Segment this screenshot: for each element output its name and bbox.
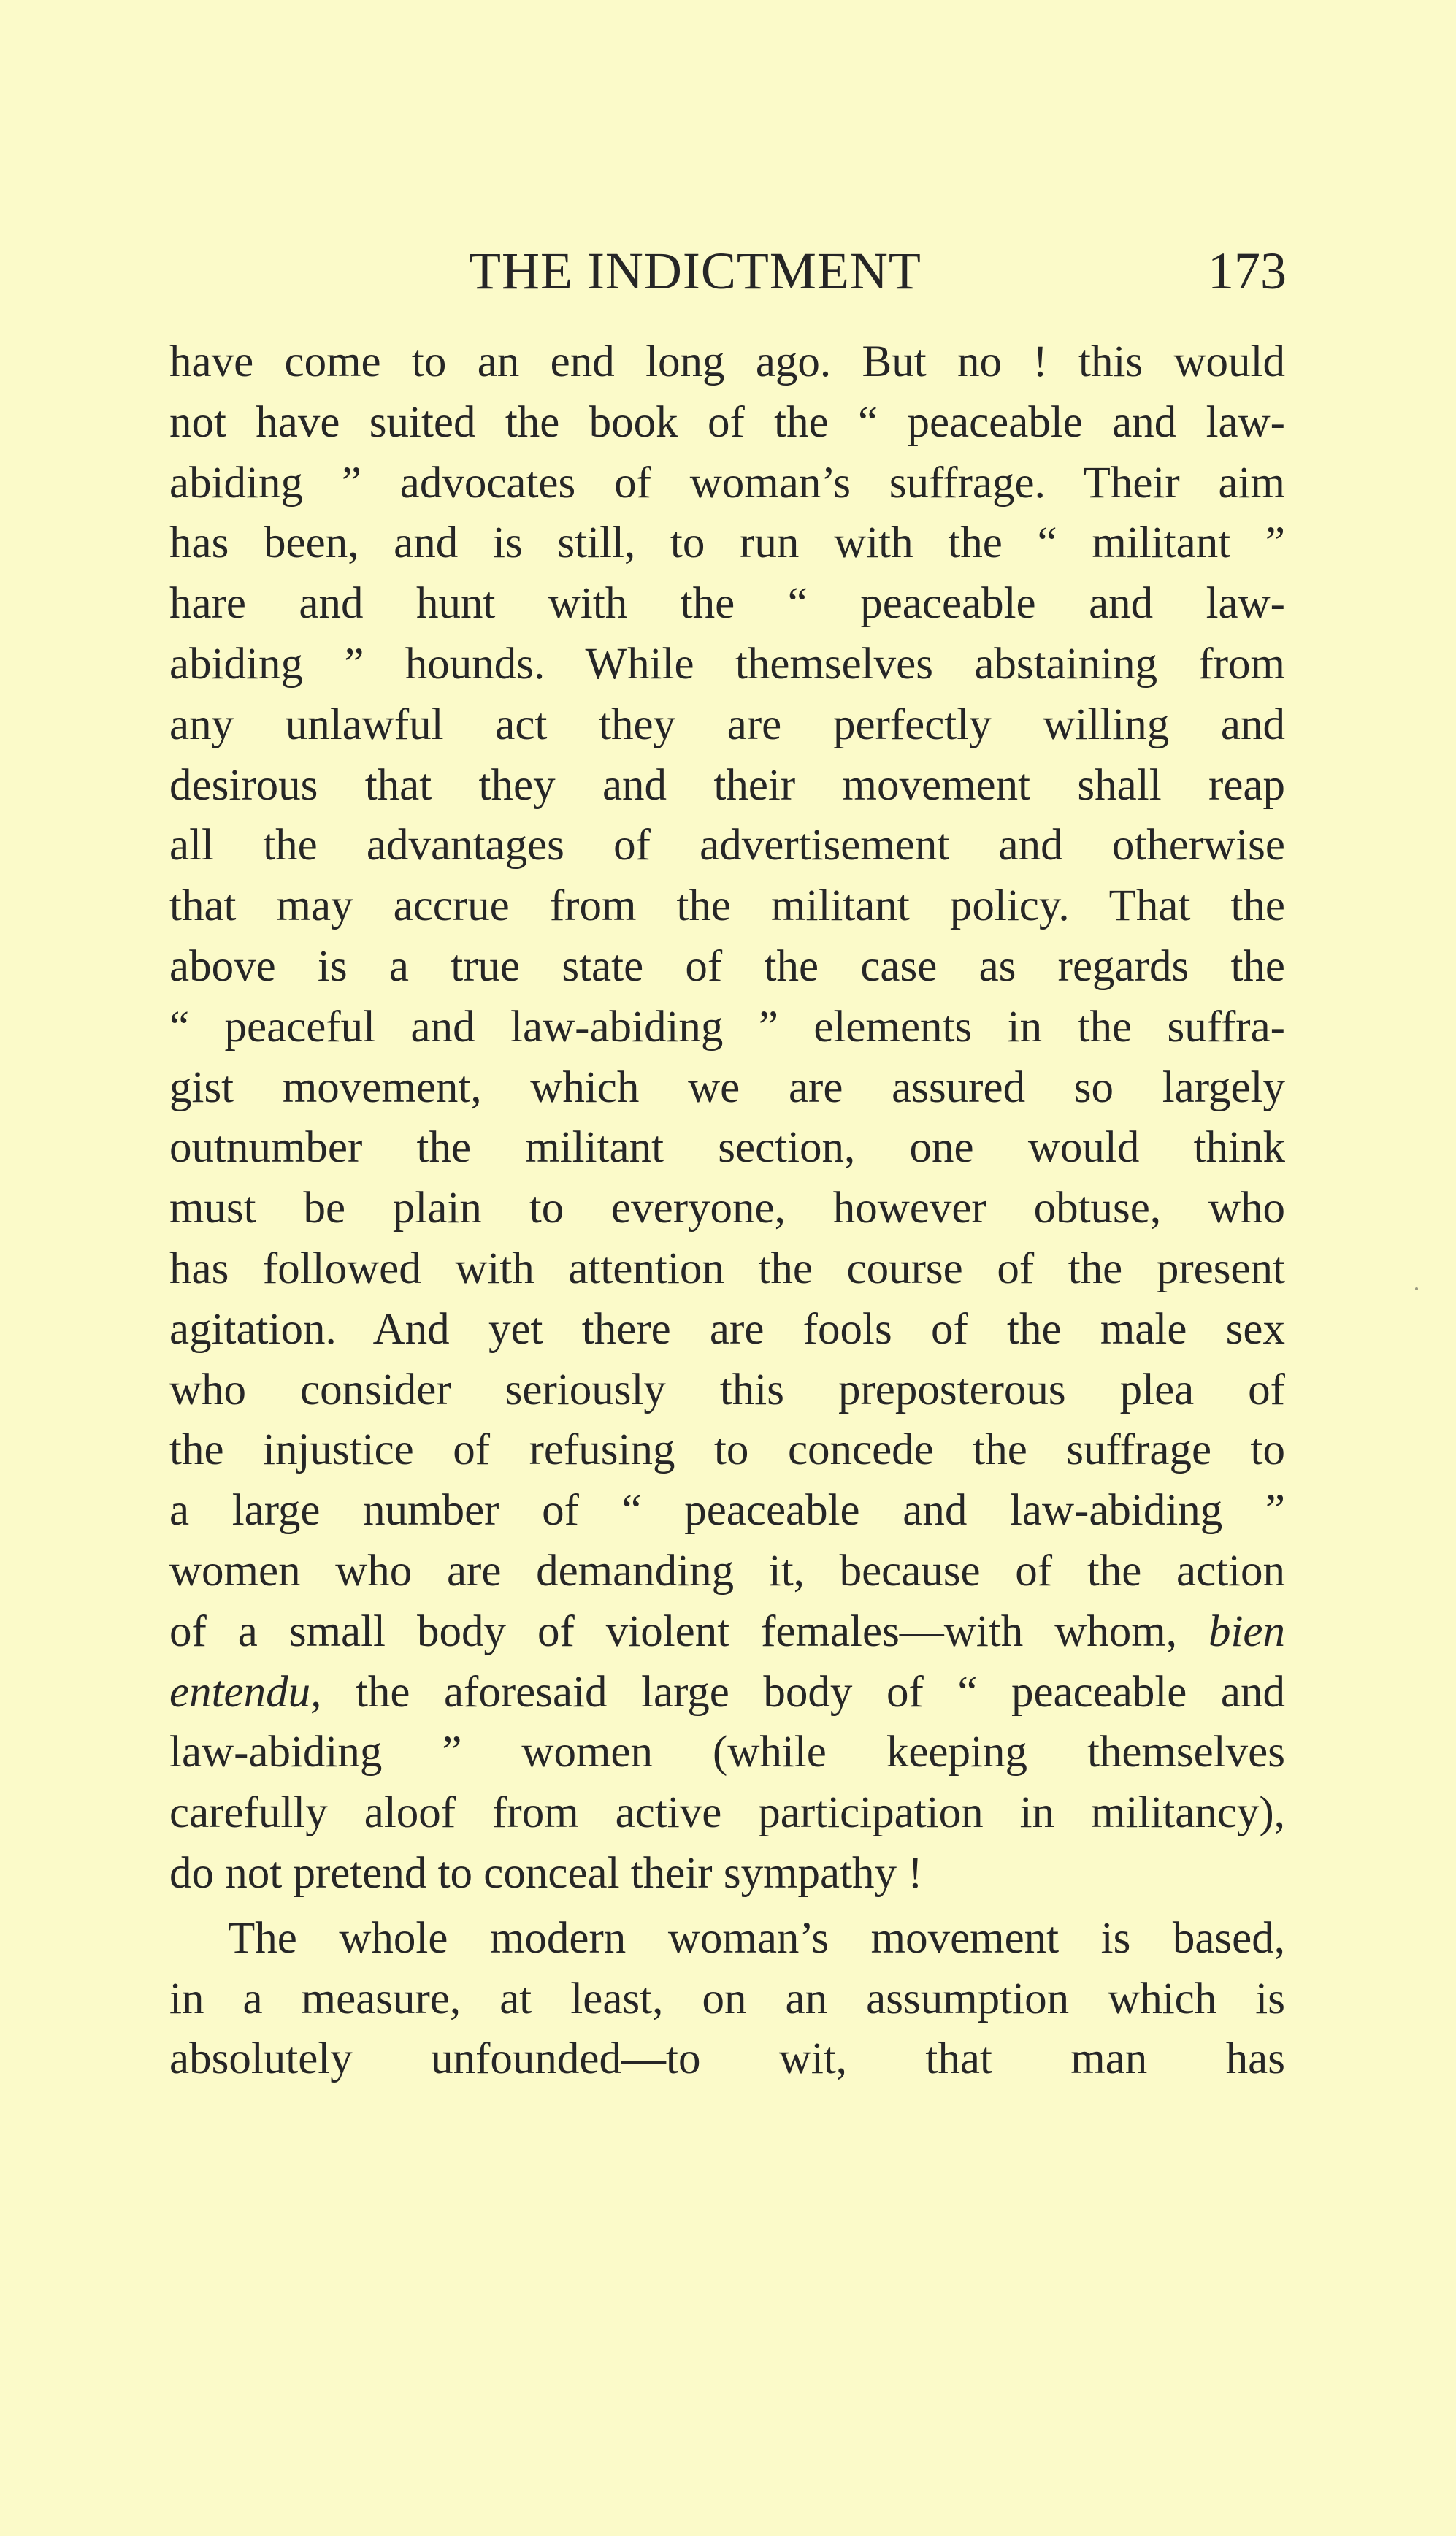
text-line: do not pretend to conceal their sympathy ! (169, 1848, 923, 1898)
text-line: not have suited the book of the “ peaceable and law- (169, 397, 1285, 447)
text-line: women who are demanding it, because of the action (169, 1546, 1285, 1595)
text-line: “ peaceful and law-abiding ” elements in the suffra- (169, 1002, 1285, 1051)
text-segment: of a small body of violent females—with whom, (169, 1606, 1208, 1656)
text-segment: the aforesaid large body of “ peaceable and (321, 1667, 1285, 1717)
text-line: have come to an end long ago. But no ! this would (169, 337, 1285, 386)
body-text (169, 332, 1285, 2090)
text-line: absolutely unfounded—to wit, that man has (169, 2034, 1285, 2084)
text-line: that may accrue from the militant policy. That the (169, 881, 1285, 931)
text-line: must be plain to everyone, however obtuse, who (169, 1184, 1285, 1233)
paper-speck (1415, 1287, 1418, 1290)
page-number: 173 (1208, 242, 1287, 300)
text-line: hare and hunt with the “ peaceable and law- (169, 579, 1285, 629)
text-line: desirous that they and their movement shall reap (169, 760, 1285, 810)
text-line: who consider seriously this preposterous plea of (169, 1365, 1285, 1414)
text-line: all the advantages of advertisement and otherwise (169, 821, 1285, 870)
text-line: has been, and is still, to run with the “ militant ” (169, 518, 1285, 568)
text-line: The whole modern woman’s movement is based, (228, 1913, 1285, 1963)
text-line: carefully aloof from active participation in militancy), (169, 1788, 1285, 1838)
text-line: agitation. And yet there are fools of the male sex (169, 1304, 1285, 1354)
text-line (169, 1663, 1285, 1723)
text-line: any unlawful act they are perfectly willing and (169, 700, 1285, 749)
paragraph-2 (169, 1909, 1285, 2090)
running-head: THE INDICTMENT (469, 242, 922, 300)
italic-phrase: entendu, (169, 1667, 322, 1717)
page-header (169, 241, 1287, 314)
text-line: outnumber the militant section, one would think (169, 1123, 1285, 1173)
text-line: in a measure, at least, on an assumption which is (169, 1974, 1285, 2023)
text-line (169, 1602, 1285, 1663)
text-line: a large number of “ peaceable and law-abiding ” (169, 1486, 1285, 1536)
text-line: has followed with attention the course of the present (169, 1244, 1285, 1293)
text-line: law-abiding ” women (while keeping themselves (169, 1728, 1285, 1777)
text-line: abiding ” hounds. While themselves abstaining from (169, 639, 1285, 689)
italic-phrase: bien (1208, 1606, 1285, 1656)
text-line: gist movement, which we are assured so largely (169, 1062, 1285, 1112)
paragraph-1 (169, 332, 1285, 1904)
text-line: the injustice of refusing to concede the suffrage to (169, 1425, 1285, 1475)
text-line: abiding ” advocates of woman’s suffrage. Their aim (169, 458, 1285, 507)
text-line: above is a true state of the case as regards the (169, 941, 1285, 991)
